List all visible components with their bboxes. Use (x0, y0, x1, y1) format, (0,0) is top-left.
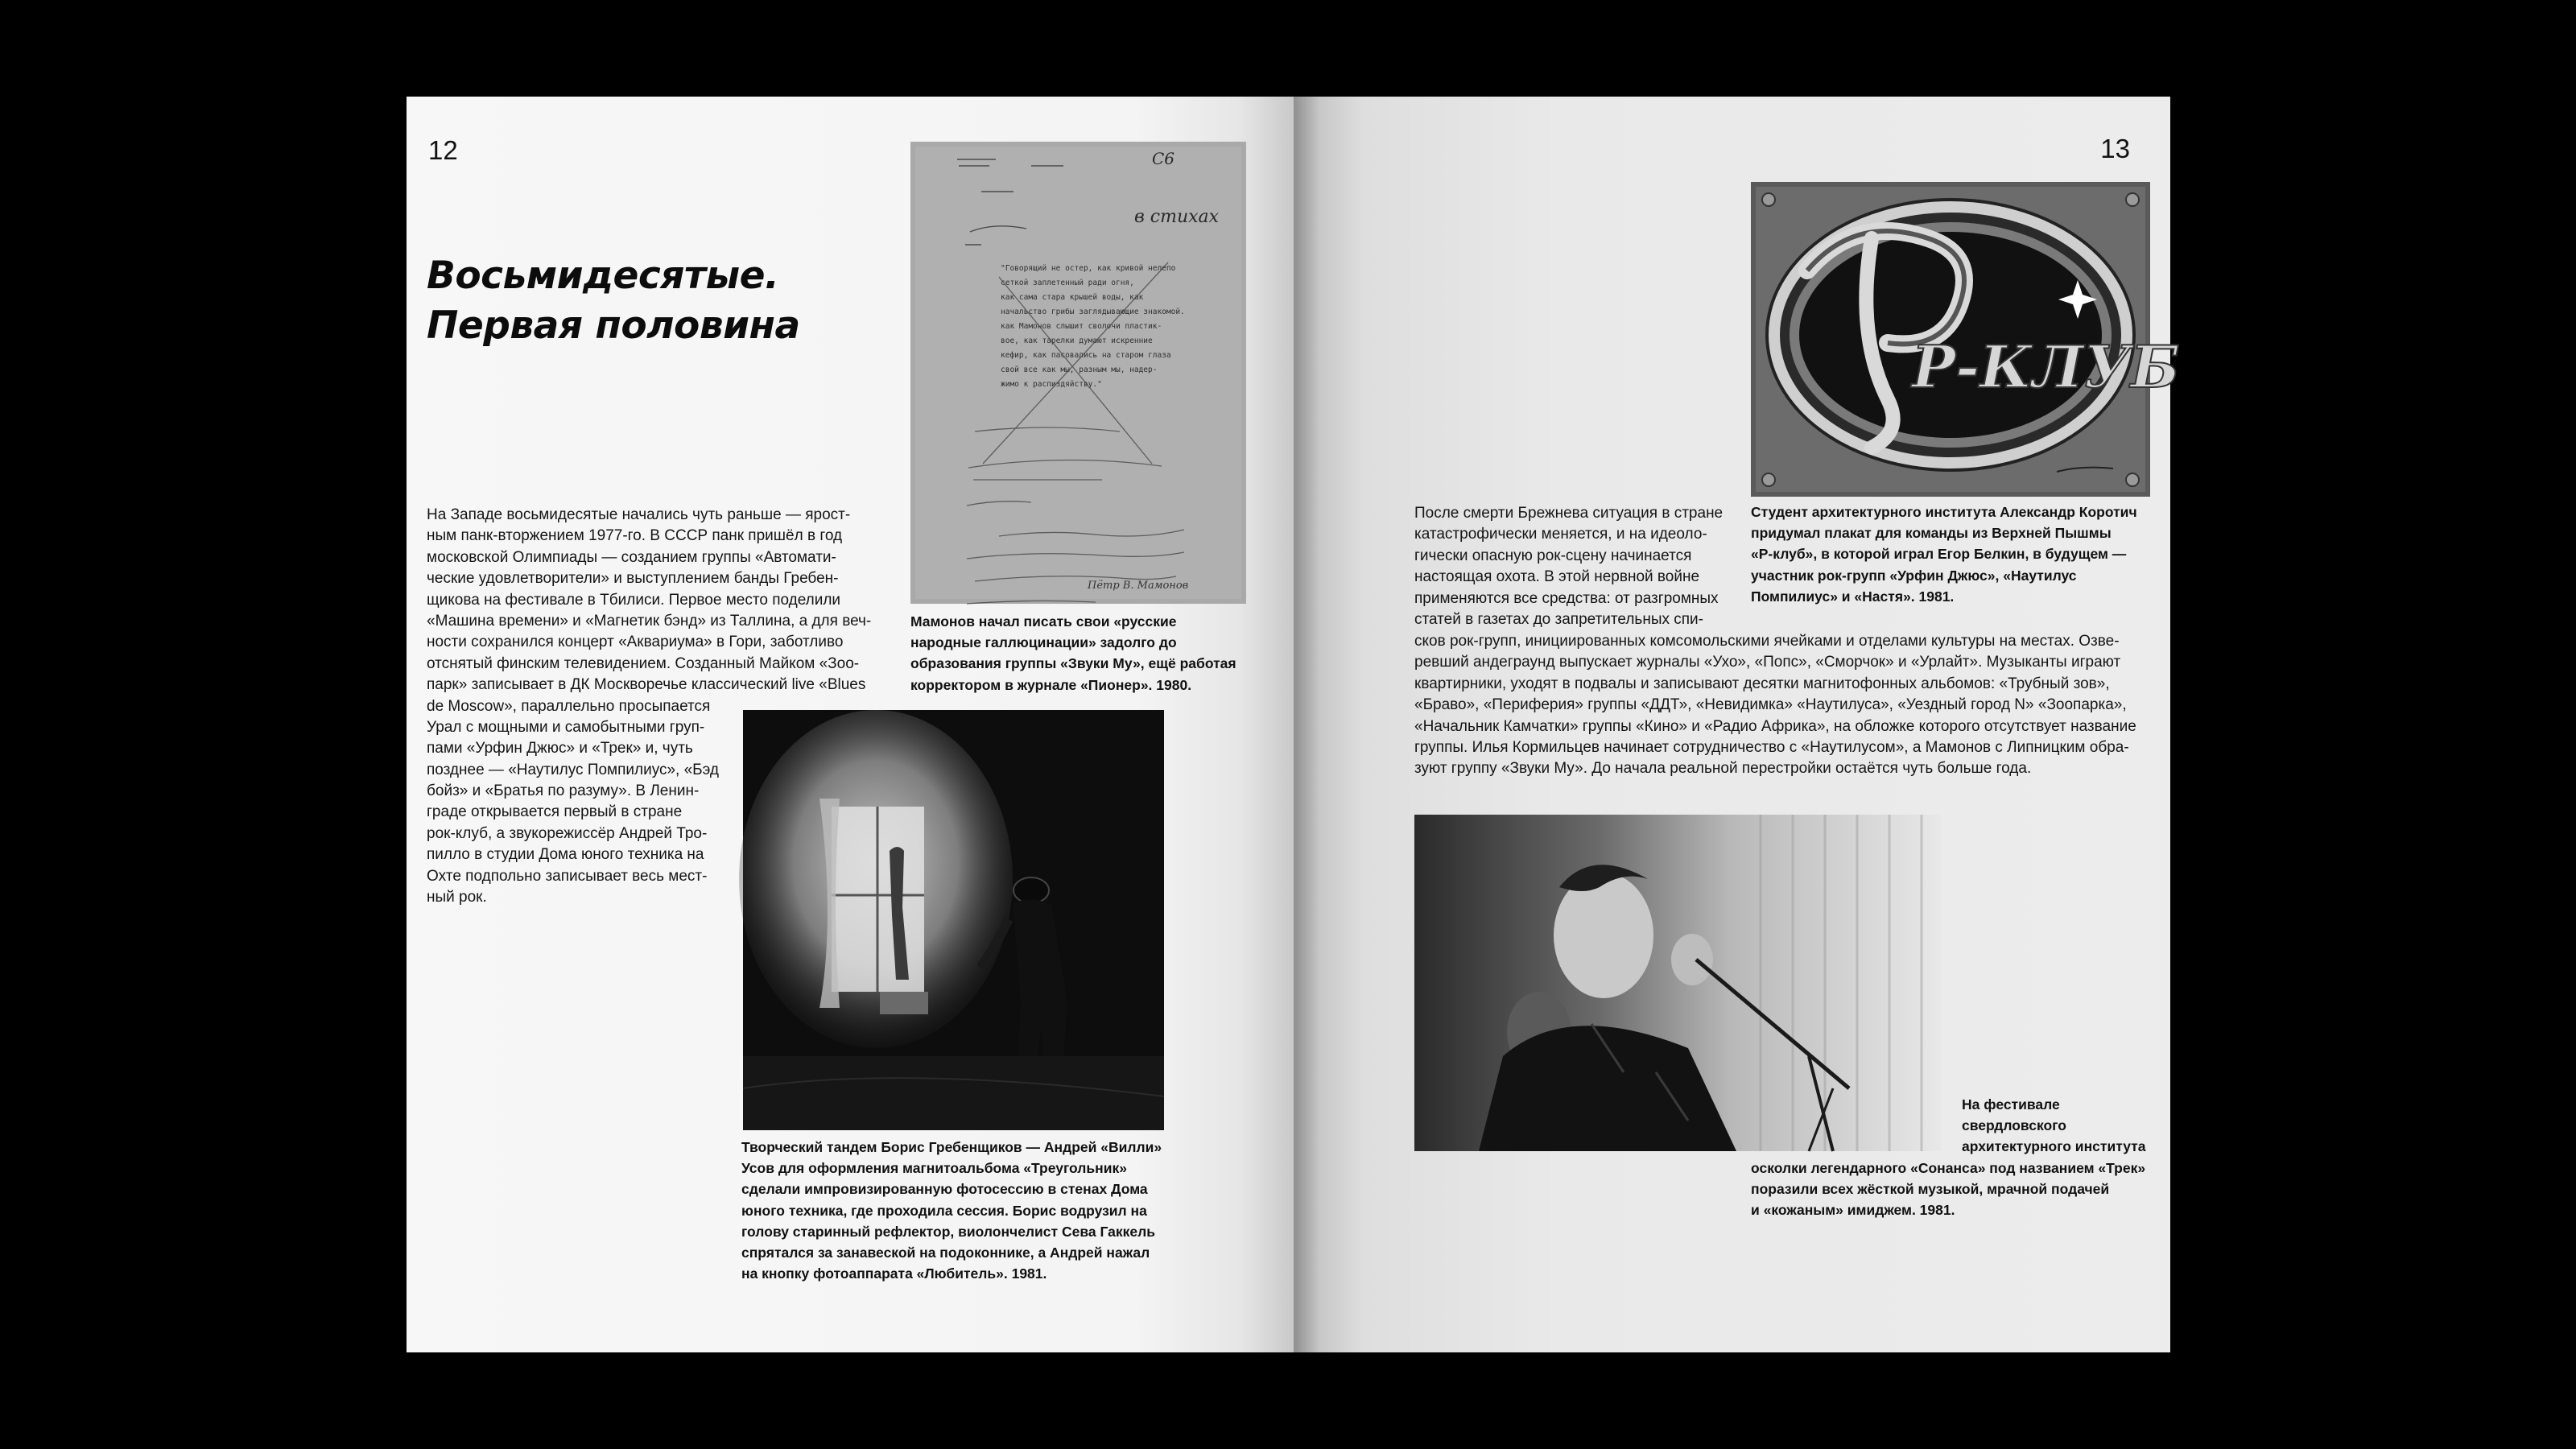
studio-caption (741, 1137, 1162, 1284)
manuscript-caption-line: Мамонов начал писать свои «русские (910, 613, 1177, 630)
manuscript-top-right: С6 (1152, 149, 1175, 168)
studio-caption-line: на кнопку фотоаппарата «Любитель». 1981. (741, 1265, 1047, 1282)
right-body-line: настоящая охота. В этой нервной войне (1414, 568, 1700, 586)
manuscript-typed-line: начальство грибы заглядывающие знакомой. (1001, 308, 1185, 316)
studio-image (743, 710, 1164, 1130)
left-body-line: парк» записывает в ДК Москворечье классический live «Blues (427, 676, 866, 694)
concert-caption-line: На фестивале (1962, 1096, 2060, 1113)
left-body-line: позднее — «Наутилус Помпилиус», «Бэд (427, 761, 720, 778)
studio-photo (743, 710, 1164, 1130)
right-body-line: применяются все средства: от разгромных (1414, 589, 1719, 607)
left-body-line: ческие удовлетворители» и выступлением банды Гребен- (427, 570, 839, 588)
left-body-line: На Западе восьмидесятые начались чуть раньше — ярост- (427, 506, 851, 523)
left-body-line: Урал с мощными и самобытными груп- (427, 718, 705, 736)
right-body-line: зуют группу «Звуки Му». До начала реальной перестройки остаётся чуть больше года. (1414, 760, 2032, 778)
studio-caption-line: юного техника, где проходила сессия. Борис водрузил на (741, 1202, 1147, 1219)
right-body-line: квартирники, уходят в подвалы и записывают десятки магнитофонных альбомов: «Трубный зов», (1414, 675, 2110, 692)
poster-caption-line: участник рок-групп «Урфин Джюс», «Наутилус (1751, 567, 2077, 584)
studio-caption-line: Усов для оформления магнитоальбома «Треугольник» (741, 1160, 1127, 1177)
right-body-line: сков рок-групп, инициированных комсомольскими ячейками и отделами культуры на местах. Озве- (1414, 633, 2120, 650)
manuscript-typed-line: кефир, как пасовались на старом глаза (1001, 351, 1171, 360)
left-body-line: Охте подпольно записывает весь мест- (427, 867, 708, 885)
concert-photo (1414, 815, 1941, 1151)
manuscript-typed-line: жимо к распиздяйству." (1001, 380, 1102, 389)
left-body-line: ности сохранился концерт «Аквариума» в Гори, заботливо (427, 634, 844, 651)
manuscript-typed-line: "Говорящий не остер, как кривой нелепо (1001, 264, 1176, 273)
studio-caption-line: Творческий тандем Борис Гребенщиков — Андрей «Вилли» (741, 1139, 1162, 1155)
manuscript-caption (910, 611, 1236, 696)
headline-line-1: Восьмидесятые. (427, 254, 779, 298)
headline-line-2: Первая половина (427, 303, 800, 348)
right-body-line: гически опасную рок-сцену начинается (1414, 547, 1692, 564)
concert-caption-short (1962, 1094, 2145, 1158)
poster-caption-line: Помпилиус» и «Настя». 1981. (1751, 588, 1955, 605)
left-body-line: ный рок. (427, 889, 487, 906)
concert-image (1414, 815, 1941, 1151)
left-body-line: бойз» и «Братья по разуму». В Ленин- (427, 782, 700, 800)
manuscript-signature: Пётр В. Мамонов (1088, 580, 1189, 592)
concert-caption-long (1751, 1158, 2145, 1221)
poster-image (1751, 182, 2181, 497)
poster-caption-line: «Р-клуб», в которой играл Егор Белкин, в будущем — (1751, 546, 2127, 563)
right-body-line: «Браво», «Периферия» группы «ДДТ», «Невидимка» «Наутилуса», «Уездный город N» «Зоопарка», (1414, 696, 2127, 714)
manuscript-typed-line: вое, как тарелки думают искренние (1001, 336, 1153, 345)
right-body-text-wide (1414, 631, 2136, 780)
poster-photo (1751, 182, 2181, 497)
poster-caption-line: придумал плакат для команды из Верхней Пышмы (1751, 525, 2112, 542)
studio-caption-line: спрятался за занавеской на подоконнике, а Андрей нажал (741, 1244, 1150, 1261)
right-body-text-narrow (1414, 503, 1723, 630)
concert-caption-line: осколки легендарного «Сонанса» под названием «Трек» (1751, 1160, 2146, 1176)
right-body-line: статей в газетах до запретительных спи- (1414, 610, 1703, 628)
studio-caption-line: сделали импровизированную фотосессию в стенах Дома (741, 1181, 1148, 1198)
concert-caption-line: и «кожаным» имиджем. 1981. (1751, 1202, 1955, 1219)
manuscript-typed-line: свой все как мы, разным мы, надер- (1001, 365, 1158, 374)
concert-caption-line: свердловского (1962, 1117, 2066, 1134)
left-body-line: пилло в студии Дома юного техника на (427, 846, 704, 864)
concert-caption-line: архитектурного института (1962, 1138, 2146, 1155)
right-body-line: «Начальник Камчатки» группы «Кино» и «Радио Африка», на обложке которого отсутствует название (1414, 717, 2136, 735)
right-body-line: группы. Илья Кормильцев начинает сотрудничество с «Наутилусом», а Мамонов с Липницким обра- (1414, 738, 2129, 756)
left-body-line: ным панк-вторжением 1977-го. В СССР панк пришёл в год (427, 527, 843, 545)
manuscript-caption-line: корректором в журнале «Пионер». 1980. (910, 676, 1192, 693)
right-body-line: катастрофически меняется, и на идеоло- (1414, 526, 1707, 543)
poster-caption (1751, 502, 2137, 607)
manuscript-caption-line: образования группы «Звуки Му», ещё работая (910, 655, 1236, 672)
right-body-line: После смерти Брежнева ситуация в стране (1414, 505, 1724, 522)
manuscript-image (910, 142, 1246, 604)
manuscript-heading: в стихах (1134, 207, 1220, 227)
manuscript-typed-line: сеткой заплетенный ради огня, (1001, 279, 1134, 287)
manuscript-photo (910, 142, 1246, 604)
studio-caption-line: голову старинный рефлектор, виолончелист Сева Гаккель (741, 1223, 1156, 1240)
manuscript-typed-line: как Мамонов слышит сволочи пластик- (1001, 322, 1162, 331)
concert-caption-line: поразили всех жёсткой музыкой, мрачной подачей (1751, 1181, 2110, 1198)
page-number-left: 12 (428, 135, 458, 165)
left-body-line: рок-клуб, а звукорежиссёр Андрей Тро- (427, 824, 708, 842)
manuscript-caption-line: народные галлюцинации» задолго до (910, 634, 1177, 651)
right-body-line: ревший андеграунд выпускает журналы «Ухо», «Попс», «Сморчок» и «Урлайт». Музыканты играют (1414, 654, 2121, 671)
left-body-line: граде открывается первый в стране (427, 803, 683, 821)
left-body-line: de Moscow», параллельно просыпается (427, 697, 711, 715)
manuscript-typed-line: как сама стара крышей воды, как (1001, 293, 1144, 302)
left-body-line: отснятый финским телевидением. Созданный Майком «Зоо- (427, 654, 860, 672)
left-body-line: «Машина времени» и «Магнетик бэнд» из Таллина, а для веч- (427, 612, 872, 630)
left-body-line: пами «Урфин Джюс» и «Трек» и, чуть (427, 740, 693, 758)
poster-caption-line: Студент архитектурного института Александр Коротич (1751, 504, 2137, 520)
page-number-right: 13 (2100, 134, 2130, 163)
chapter-headline (427, 251, 894, 351)
poster-logo-text: Р-КЛУБ (1912, 332, 2181, 401)
left-body-line: щикова на фестивале в Тбилиси. Первое место поделили (427, 591, 841, 609)
left-body-line: московской Олимпиады — созданием группы «Автомати- (427, 548, 836, 566)
